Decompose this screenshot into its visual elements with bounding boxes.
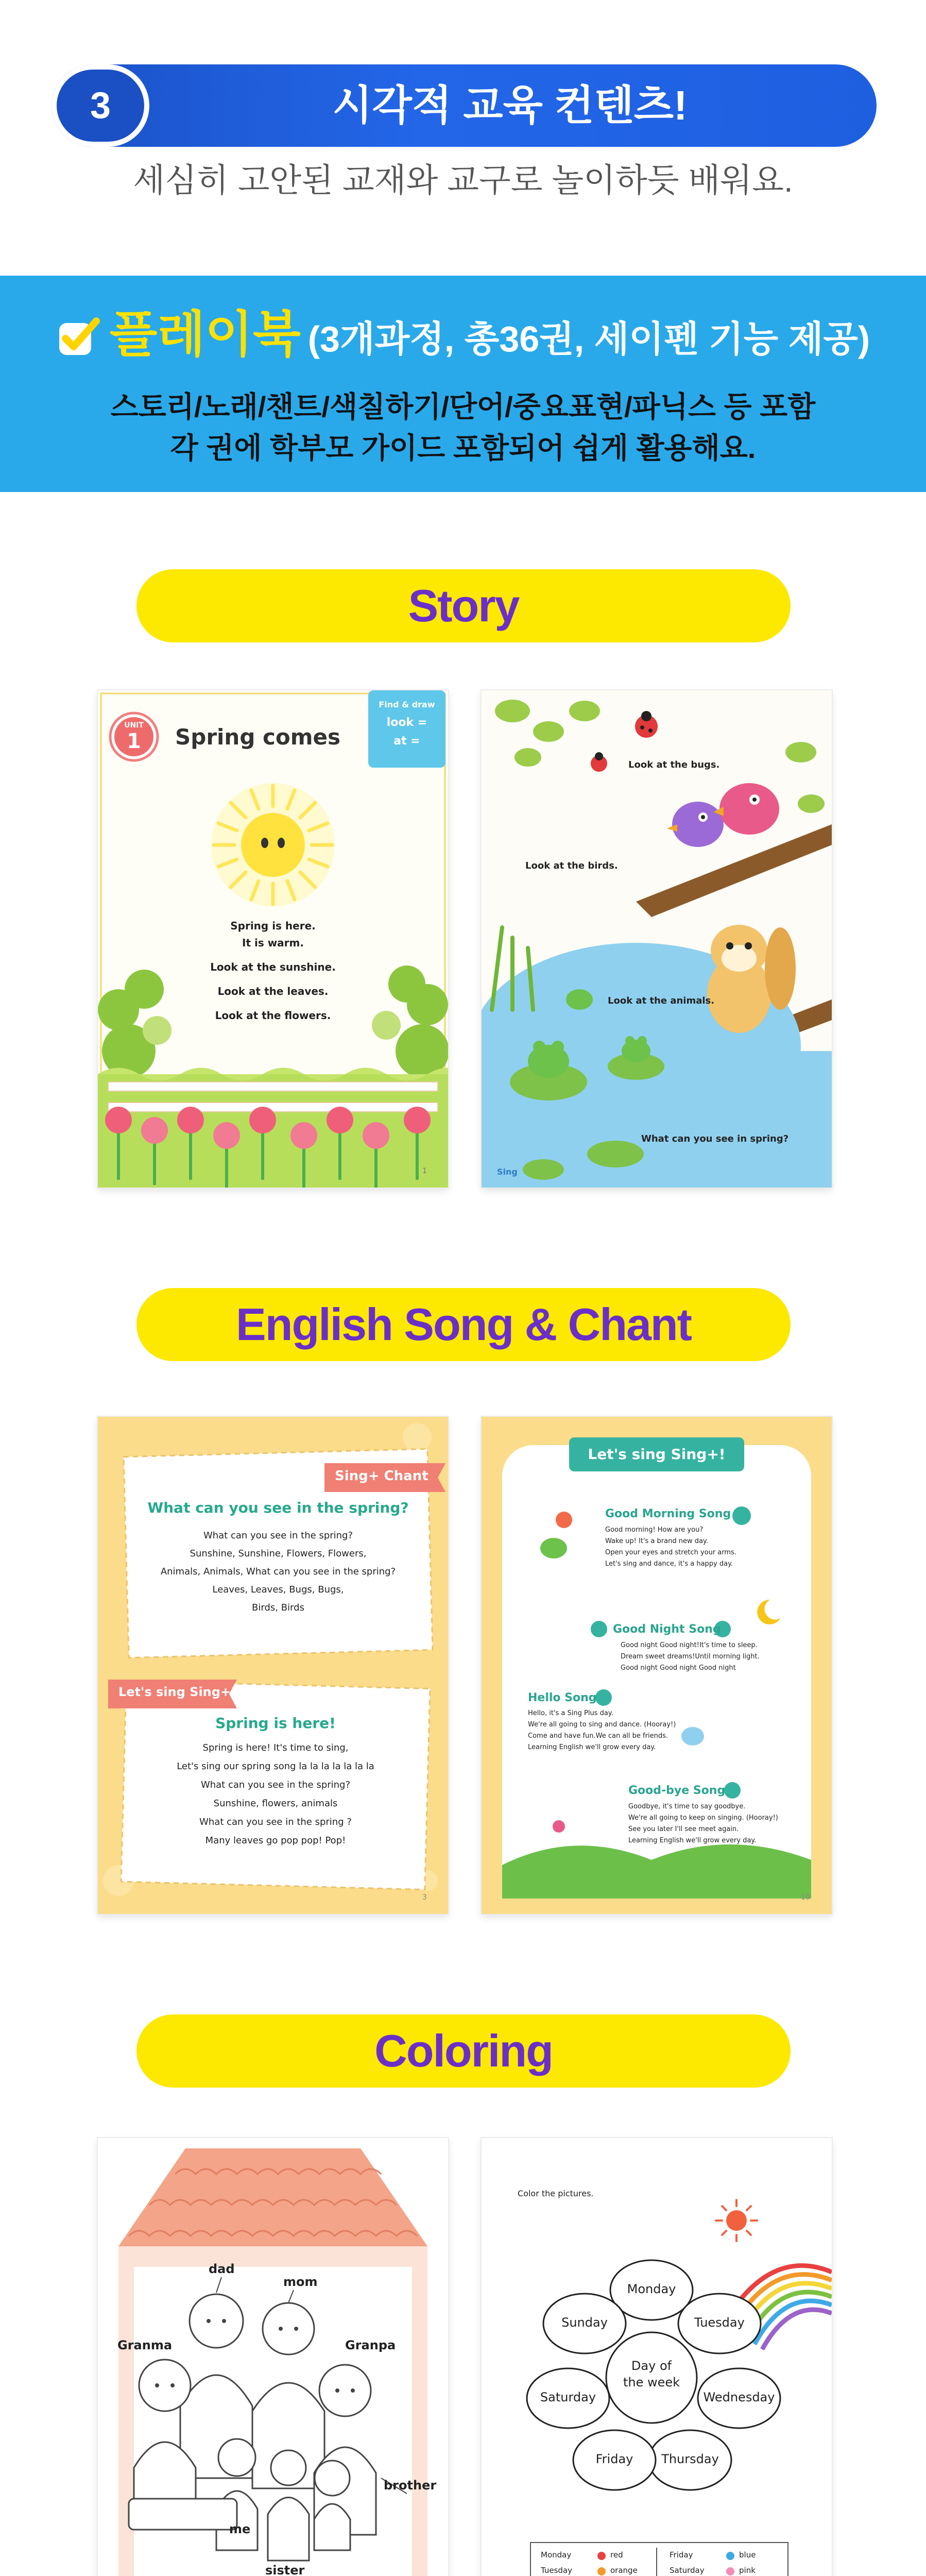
song-goodbye-line: We're all going to keep on singing. (Hooray!) [628, 1814, 778, 1822]
family-label-me: me [229, 2522, 251, 2536]
song-page-left [98, 1417, 448, 1914]
legend-color-pink: pink [739, 2566, 756, 2575]
petal-wednesday: Wednesday [703, 2390, 775, 2404]
song-morning-line: Let's sing and dance, it's a happy day. [605, 1560, 733, 1568]
family-label-brother: brother [384, 2478, 437, 2493]
song-morning-line: Open your eyes and stretch your arms. [605, 1549, 736, 1556]
song-goodbye-line: Goodbye, it's time to say goodbye. [628, 1803, 746, 1810]
story-page-left [98, 690, 448, 1188]
song-goodbye-line: Learning English we'll grow every day. [628, 1837, 757, 1844]
song-title-goodbye: Good-bye Song [628, 1784, 726, 1797]
coloring-page-left [98, 2138, 448, 2576]
family-label-granma: Granma [117, 2338, 173, 2352]
legend-color-red: red [610, 2550, 623, 2560]
playbook-detail: (3개과정, 총36권, 세이펜 기능 제공) [307, 319, 870, 359]
song-title: Spring is here! [215, 1715, 336, 1732]
story-title: Spring comes [175, 724, 341, 750]
song-title-hello: Hello Song [528, 1691, 597, 1704]
color-swatch-pink [726, 2567, 734, 2575]
story-bugs-line: Look at the bugs. [628, 759, 720, 770]
chant-title: What can you see in the spring? [147, 1499, 409, 1516]
song-goodbye-line: See you later I'll see meet again. [628, 1825, 739, 1833]
song-night-line: Good night Good night!It's time to sleep. [621, 1641, 758, 1649]
find-draw-at: at = [393, 735, 420, 748]
song-line-5: What can you see in the spring ? [199, 1817, 352, 1827]
song-line-4: Sunshine, flowers, animals [213, 1798, 338, 1809]
section-subtitle: 세심히 고안된 교재와 교구로 놀이하듯 배워요. [133, 162, 793, 199]
petal-friday: Friday [595, 2452, 633, 2466]
song-night-line: Good night Good night Good night [621, 1664, 736, 1672]
song-section-label: English Song & Chant [136, 1288, 791, 1361]
story-line-3: Look at the sunshine. [210, 961, 336, 973]
flower-center-line1: Day of [631, 2359, 672, 2373]
story-line-2: It is warm. [242, 937, 304, 949]
coloring-page-right [482, 2138, 832, 2576]
music-icon [553, 1820, 565, 1833]
story-birds-line: Look at the birds. [525, 860, 618, 871]
chant-line-1: What can you see in the spring? [203, 1530, 353, 1541]
playbook-description-1: 스토리/노래/챈트/색칠하기/단어/중요표현/파닉스 등 포함 [110, 391, 816, 423]
chant-line-3: Animals, Animals, What can you see in the spring? [160, 1566, 396, 1577]
unit-label: UNIT [124, 721, 144, 730]
family-label-granpa: Granpa [345, 2338, 396, 2352]
song-hello-line: Come and have fun.We can all be friends. [528, 1732, 668, 1740]
song-morning-line: Wake up! It's a brand new day. [605, 1537, 708, 1545]
brand-logo: Sing [497, 1167, 518, 1177]
legend-color-orange: orange [610, 2566, 638, 2575]
songs-banner: Let's sing Sing+! [588, 1446, 726, 1463]
sun-icon [211, 783, 335, 907]
playbook-title [0, 307, 926, 367]
song-hello-line: We're all going to sing and dance. (Hooray!) [528, 1721, 676, 1728]
legend-color-blue: blue [739, 2550, 756, 2560]
petal-sunday: Sunday [561, 2315, 608, 2330]
section-title: 시각적 교육 컨텐츠! [332, 82, 688, 128]
section-number: 3 [57, 70, 144, 142]
page-number: 10 [801, 1893, 810, 1902]
petal-monday: Monday [627, 2282, 676, 2296]
song-ribbon: Let's sing Sing+! [118, 1685, 236, 1699]
sun-icon [556, 1512, 572, 1528]
legend-day-friday: Friday [670, 2550, 693, 2560]
day-of-week-flower [482, 2138, 832, 2576]
petal-tuesday: Tuesday [694, 2315, 745, 2330]
frog-icon [540, 1538, 567, 1558]
petal-thursday: Thursday [661, 2452, 719, 2466]
color-swatch-red [597, 2552, 606, 2560]
song-title-morning: Good Morning Song [605, 1507, 731, 1520]
find-draw-tag: Find & draw [379, 700, 435, 709]
song-line-3: What can you see in the spring? [200, 1780, 351, 1790]
song-night-line: Dream sweet dreams!Until morning light. [621, 1653, 760, 1660]
story-page-right [482, 690, 832, 1188]
find-draw-look: look = [386, 716, 427, 729]
song-line-1: Spring is here! It's time to sing, [202, 1742, 349, 1753]
family-label-dad: dad [209, 2262, 235, 2276]
coloring-instruction: Color the pictures. [518, 2189, 594, 2198]
playbook-banner [0, 276, 926, 492]
coloring-section-label: Coloring [136, 2014, 791, 2088]
flower-center-line2: the week [623, 2375, 680, 2389]
family-label-mom: mom [283, 2275, 318, 2289]
legend-day-monday: Monday [541, 2550, 572, 2560]
color-swatch-blue [726, 2552, 734, 2560]
section-number-badge [52, 64, 149, 147]
story-line-5: Look at the flowers. [215, 1009, 331, 1022]
sun-icon [716, 2200, 757, 2241]
legend-day-tuesday: Tuesday [541, 2566, 573, 2575]
legend-day-saturday: Saturday [670, 2566, 705, 2575]
story-section-label: Story [136, 569, 791, 642]
story-line-1: Spring is here. [230, 920, 316, 932]
song-line-2: Let's sing our spring song la la la la la la la [177, 1761, 374, 1772]
chant-ribbon: Sing+ Chant [335, 1468, 428, 1484]
song-hello-line: Hello, it's a Sing Plus day. [528, 1709, 613, 1717]
story-animals-line: Look at the animals. [608, 995, 715, 1006]
song-page-right [482, 1417, 832, 1914]
song-title-night: Good Night Song [613, 1623, 721, 1636]
chant-line-4: Leaves, Leaves, Bugs, Bugs, [212, 1584, 344, 1595]
page-number: 3 [422, 1893, 427, 1902]
song-line-6: Many leaves go pop pop! Pop! [205, 1835, 346, 1846]
family-label-sister: sister [265, 2563, 305, 2576]
family-house-illustration [98, 2138, 448, 2576]
story-question: What can you see in spring? [641, 1133, 789, 1144]
petal-saturday: Saturday [540, 2390, 596, 2404]
checkbox-check-icon [56, 316, 100, 360]
playbook-name: 플레이북 [109, 307, 301, 362]
story-line-4: Look at the leaves. [217, 985, 329, 997]
unit-number: 1 [127, 730, 141, 753]
song-hello-line: Learning English we'll grow every day. [528, 1743, 656, 1751]
color-swatch-orange [597, 2567, 606, 2575]
chant-line-5: Birds, Birds [252, 1602, 304, 1613]
chant-line-2: Sunshine, Sunshine, Flowers, Flowers, [190, 1548, 367, 1559]
song-morning-line: Good morning! How are you? [605, 1526, 704, 1534]
bird-icon [681, 1727, 704, 1745]
playbook-description-2: 각 권에 학부모 가이드 포함되어 쉽게 활용해요. [170, 432, 756, 464]
page-number: 1 [422, 1167, 427, 1175]
